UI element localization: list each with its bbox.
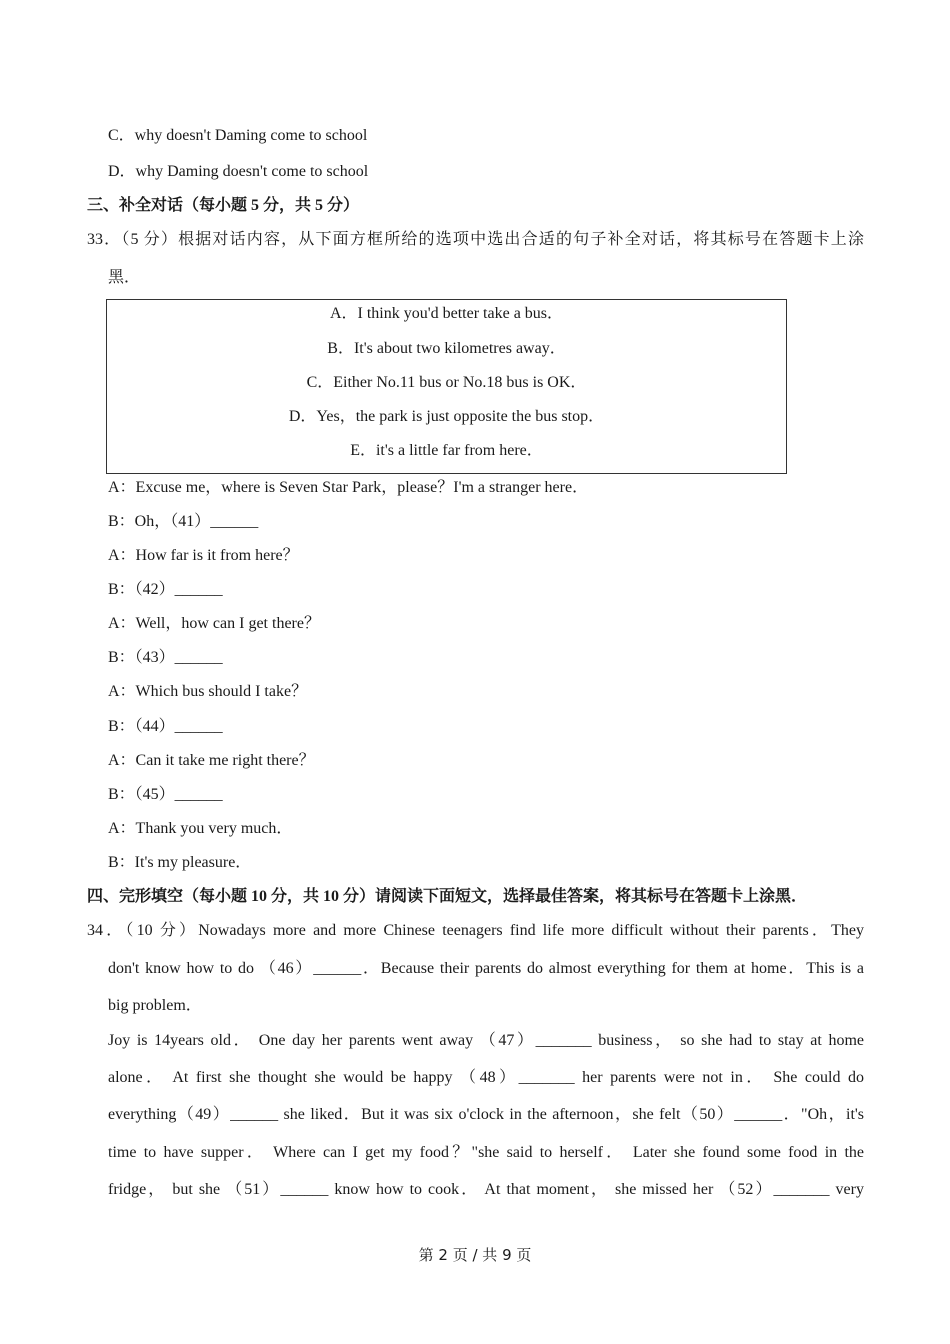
dialogue-line: B：（43）______ — [108, 649, 223, 666]
dialogue-line: A：Excuse me，where is Seven Star Park，please？I'm a stranger here． — [108, 479, 589, 496]
box-option-e: E．it's a little far from here． — [350, 442, 543, 459]
q34-line2: don't know how to do （46）______．Because their parents do almost everything for them at home．This is a — [108, 960, 864, 977]
dialogue-line: B：（45）______ — [108, 786, 223, 803]
box-option-c: C．Either No.11 bus or No.18 bus is OK． — [306, 374, 587, 391]
dialogue-line: B：Oh，（41）______ — [108, 513, 259, 530]
options-box — [106, 299, 787, 474]
dialogue-line: A：How far is it from here？ — [108, 547, 299, 564]
q34-line3: big problem． — [108, 997, 202, 1014]
box-option-b: B．It's about two kilometres away． — [327, 340, 566, 357]
box-option-a: A．I think you'd better take a bus． — [329, 305, 564, 322]
q33-instruction-line2: 黑． — [108, 269, 141, 286]
section3-heading: 三、补全对话（每小题 5 分，共 5 分） — [87, 197, 360, 214]
dialogue-line: B：（42）______ — [108, 581, 223, 598]
dialogue-line: A：Which bus should I take？ — [108, 683, 308, 700]
option-c-line: C．why doesn't Daming come to school — [108, 127, 368, 144]
dialogue-line: A：Can it take me right there？ — [108, 752, 315, 769]
q34-line1: 34．（10 分）Nowadays more and more Chinese teenagers find life more difficult without their parents．They — [87, 922, 864, 939]
dialogue-line: A：Thank you very much． — [108, 820, 293, 837]
dialogue-line: A：Well，how can I get there？ — [108, 615, 320, 632]
option-d-line: D．why Daming doesn't come to school — [108, 163, 369, 180]
page-number: 第 2 页 / 共 9 页 — [418, 1246, 532, 1264]
passage-line: fridge， but she （51）______ know how to cook． At that moment， she missed her （52）_______ very — [108, 1181, 864, 1198]
passage-line: everything（49）______ she liked．But it was six o'clock in the afternoon，she felt（50）______．"Oh，it's — [108, 1106, 864, 1123]
section4-heading: 四、完形填空（每小题 10 分，共 10 分）请阅读下面短文，选择最佳答案，将其标号在答题卡上涂黑． — [87, 888, 808, 905]
passage-line: Joy is 14years old． One day her parents went away （47）_______ business， so she had to stay at home — [108, 1032, 864, 1049]
q33-instruction-line1: 33．（5 分）根据对话内容，从下面方框所给的选项中选出合适的句子补全对话，将其标号在答题卡上涂 — [87, 231, 864, 248]
dialogue-line: B：（44）______ — [108, 718, 223, 735]
dialogue-line: B：It's my pleasure． — [108, 854, 252, 871]
box-option-d: D．Yes，the park is just opposite the bus stop． — [288, 408, 605, 425]
passage-line: alone． At first she thought she would be happy （48）_______ her parents were not in． She could do — [108, 1069, 864, 1086]
passage-line: time to have supper． Where can I get my food？"she said to herself． Later she found some food in the — [108, 1144, 864, 1161]
